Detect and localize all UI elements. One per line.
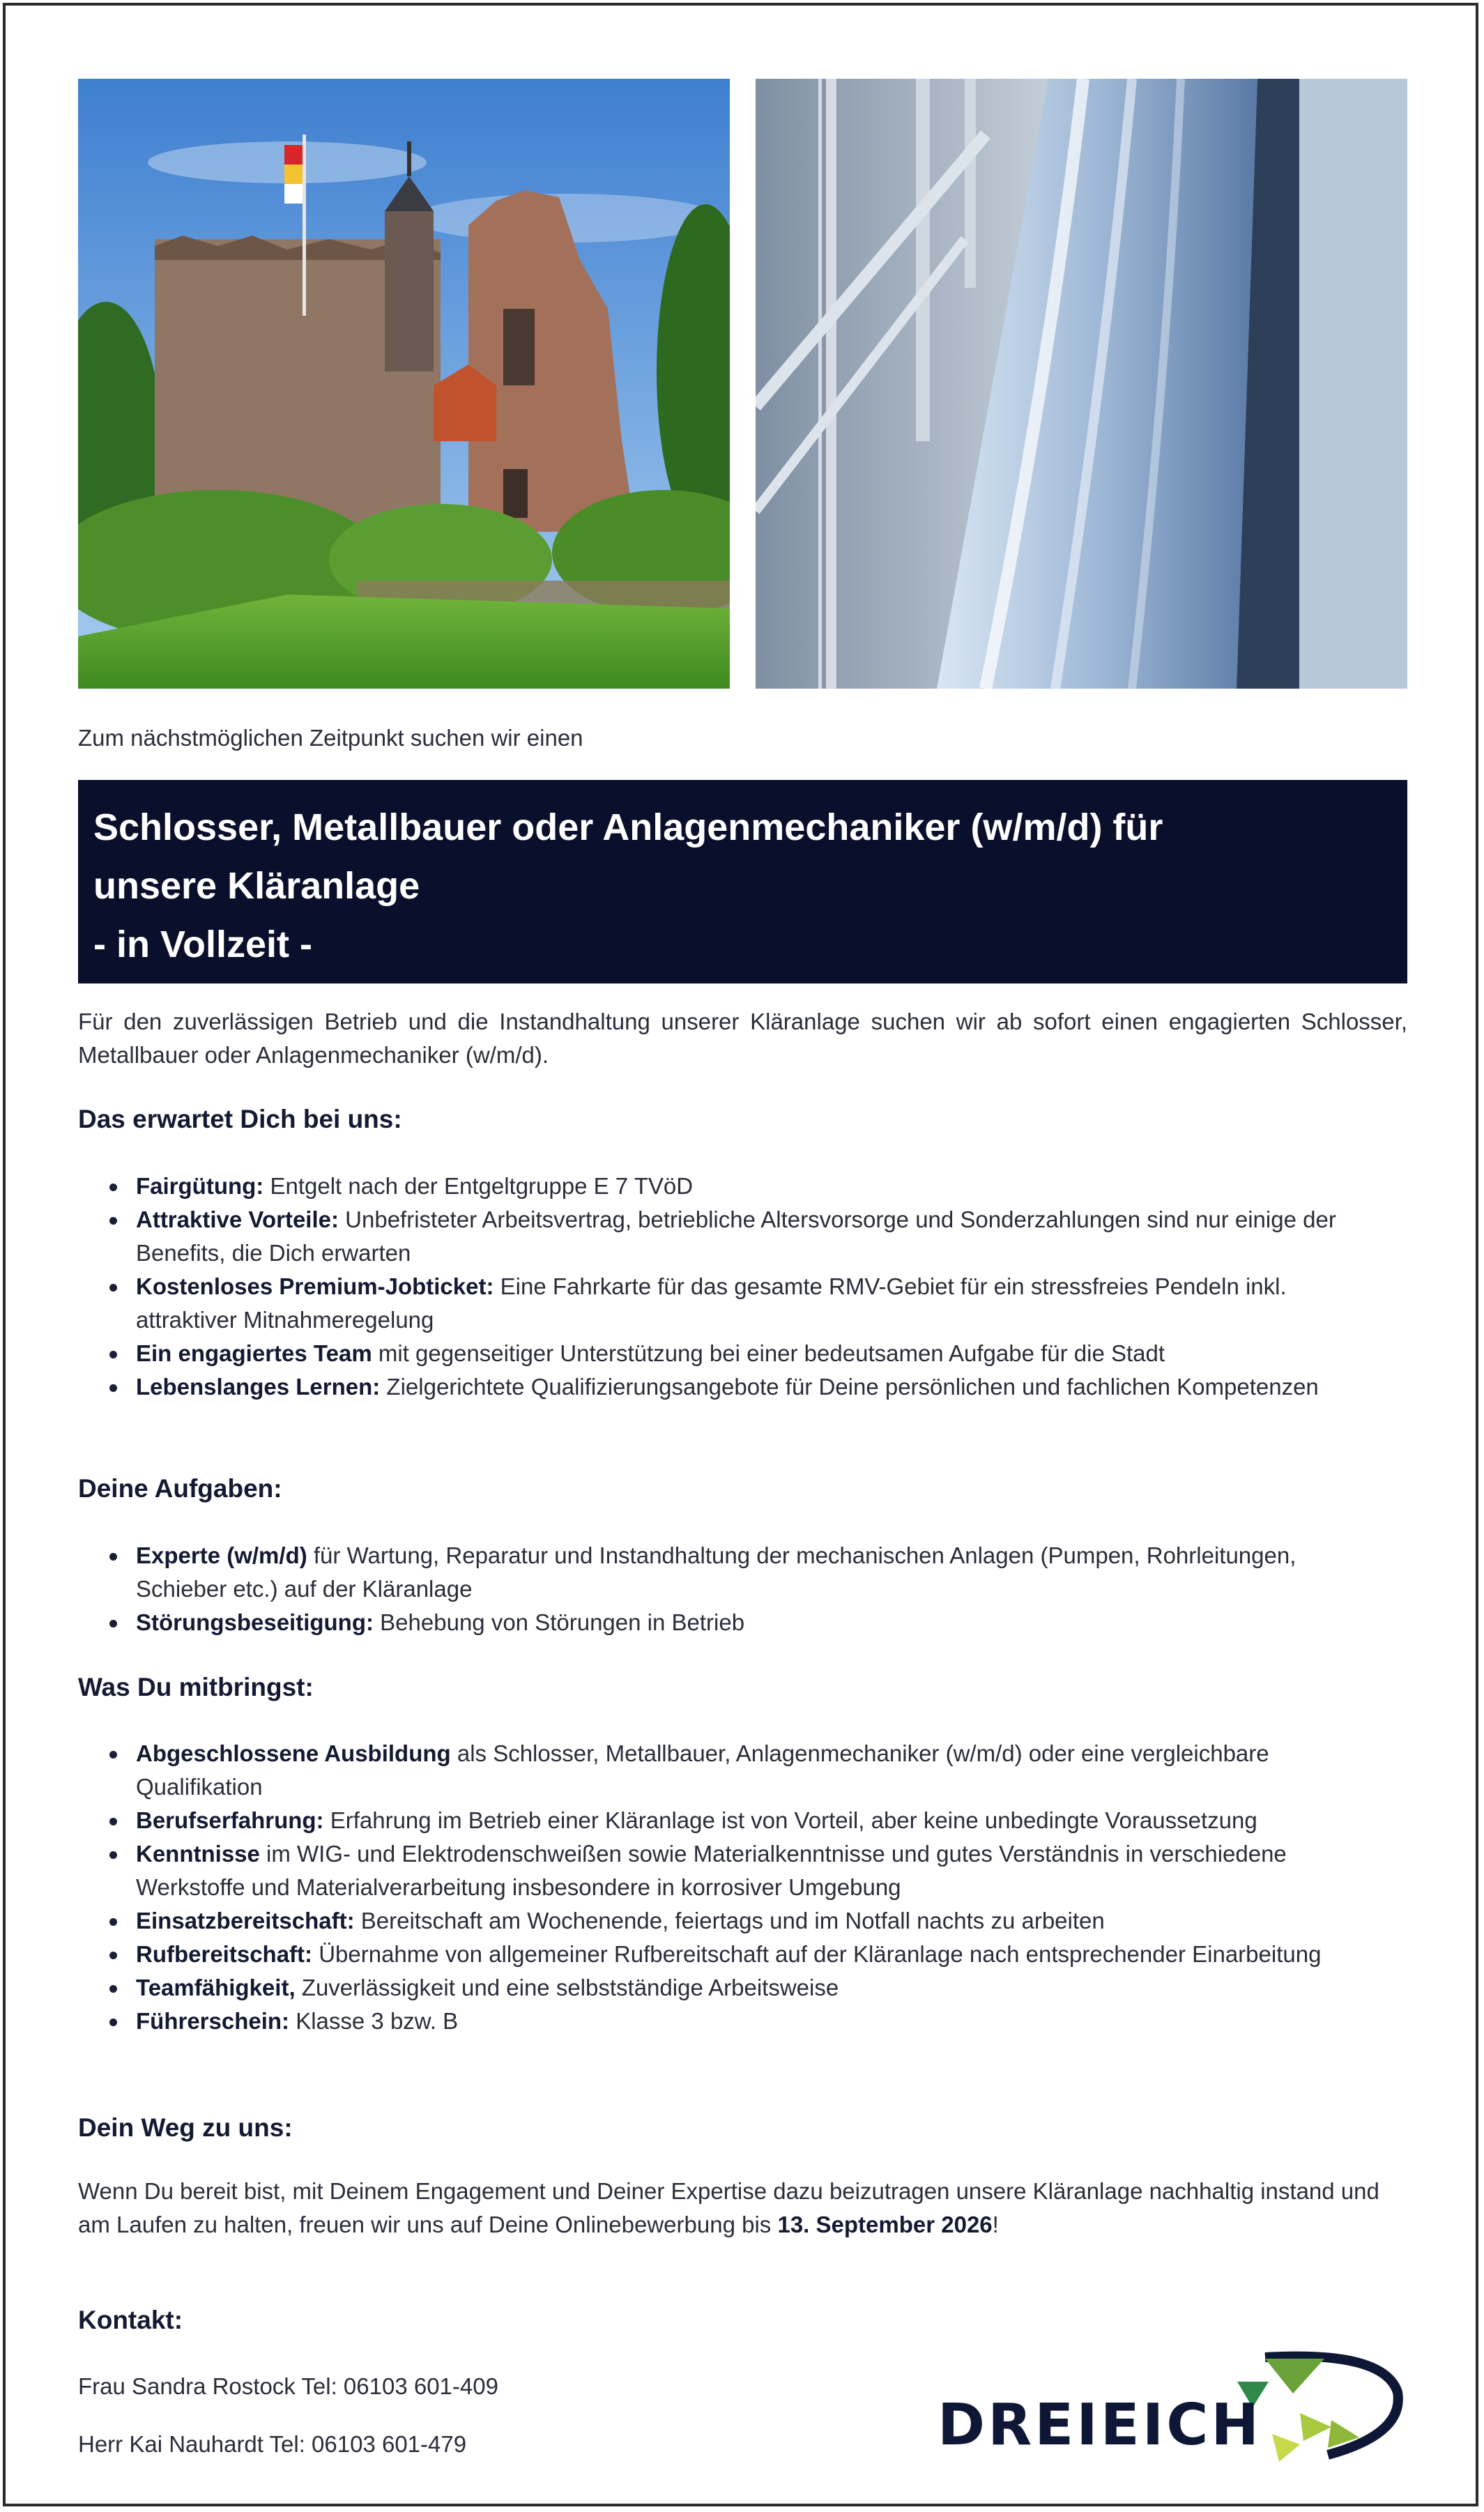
water-weir-photo <box>756 79 1407 689</box>
application-deadline: 13. September 2026 <box>777 2212 993 2237</box>
water-weir-photo-icon <box>756 79 1407 689</box>
list-item: Rufbereitschaft: Übernahme von allgemeiner Rufbereitschaft auf der Kläranlage nach entsprechender Einarbeitung <box>136 1938 1384 1971</box>
job-title-line-2: unsere Kläranlage <box>93 865 420 907</box>
contact-person-1: Frau Sandra Rostock Tel: 06103 601-409 <box>78 2373 498 2399</box>
tasks-list <box>136 1539 1384 1639</box>
list-item: Fairgütung: Entgelt nach der Entgeltgruppe E 7 TVöD <box>136 1170 1384 1203</box>
requirements-heading: Was Du mitbringst: <box>78 1673 314 1701</box>
list-item: Einsatzbereitschaft: Bereitschaft am Wochenende, feiertags und im Notfall nachts zu arbeiten <box>136 1904 1384 1938</box>
dreieich-logo <box>938 2350 1412 2472</box>
castle-ruin-photo <box>78 79 730 689</box>
list-item: Teamfähigkeit, Zuverlässigkeit und eine selbstständige Arbeitsweise <box>136 1971 1384 2005</box>
list-item: Abgeschlossene Ausbildung als Schlosser, Metallbauer, Anlagenmechaniker (w/m/d) oder eine vergleichbare Qualifikation <box>136 1737 1384 1804</box>
application-heading: Dein Weg zu uns: <box>78 2113 293 2142</box>
list-item: Berufserfahrung: Erfahrung im Betrieb einer Kläranlage ist von Vorteil, aber keine unbedingte Voraussetzung <box>136 1804 1384 1837</box>
benefits-list <box>136 1170 1384 1404</box>
intro-text: Zum nächstmöglichen Zeitpunkt suchen wir einen <box>78 725 583 751</box>
list-item: Ein engagiertes Team mit gegenseitiger Unterstützung bei einer bedeutsamen Aufgabe für die Stadt <box>136 1337 1384 1370</box>
list-item: Kostenloses Premium-Jobticket: Eine Fahrkarte für das gesamte RMV-Gebiet für ein stressfreies Pendeln inkl. attraktiver Mitnahmeregelung <box>136 1270 1384 1337</box>
job-title-line-1: Schlosser, Metallbauer oder Anlagenmechaniker (w/m/d) für <box>93 806 1163 848</box>
list-item: Kenntnisse im WIG- und Elektrodenschweißen sowie Materialkenntnisse und gutes Verständnis in verschiedene Werkstoffe und Materialverarbeitung insbesondere in korrosiver Umgebung <box>136 1837 1384 1904</box>
castle-ruin-photo-icon <box>78 79 730 689</box>
contact-heading: Kontakt: <box>78 2306 183 2334</box>
list-item: Lebenslanges Lernen: Zielgerichtete Qualifizierungsangebote für Deine persönlichen und fachlichen Kompetenzen <box>136 1370 1384 1404</box>
job-title-line-3: - in Vollzeit - <box>93 924 312 965</box>
benefits-heading: Das erwartet Dich bei uns: <box>78 1105 402 1133</box>
logo-text: DREIEICH <box>938 2392 1262 2458</box>
job-description: Für den zuverlässigen Betrieb und die Instandhaltung unserer Kläranlage suchen wir ab sofort einen engagierten Schlosser, Metallbauer oder Anlagenmechaniker (w/m/d). <box>78 1009 1407 1068</box>
application-text: Wenn Du bereit bist, mit Deinem Engagement und Deiner Expertise dazu beizutragen unsere Kläranlage nachhaltig instand und am Laufen zu halten, freuen wir uns auf Deine Onlinebewerbung bis 13. September 2026! <box>78 2178 1379 2237</box>
tasks-heading: Deine Aufgaben: <box>78 1474 282 1503</box>
job-title-banner <box>78 780 1407 983</box>
list-item: Experte (w/m/d) für Wartung, Reparatur und Instandhaltung der mechanischen Anlagen (Pumpen, Rohrleitungen, Schieber etc.) auf der Kläranlage <box>136 1539 1384 1606</box>
list-item: Störungsbeseitigung: Behebung von Störungen in Betrieb <box>136 1606 1384 1639</box>
requirements-list <box>136 1737 1384 2038</box>
list-item: Führerschein: Klasse 3 bzw. B <box>136 2005 1384 2038</box>
contact-person-2: Herr Kai Nauhardt Tel: 06103 601-479 <box>78 2431 467 2457</box>
list-item: Attraktive Vorteile: Unbefristeter Arbeitsvertrag, betriebliche Altersvorsorge und Sonderzahlungen sind nur einige der Benefits, die Dich erwarten <box>136 1203 1384 1270</box>
